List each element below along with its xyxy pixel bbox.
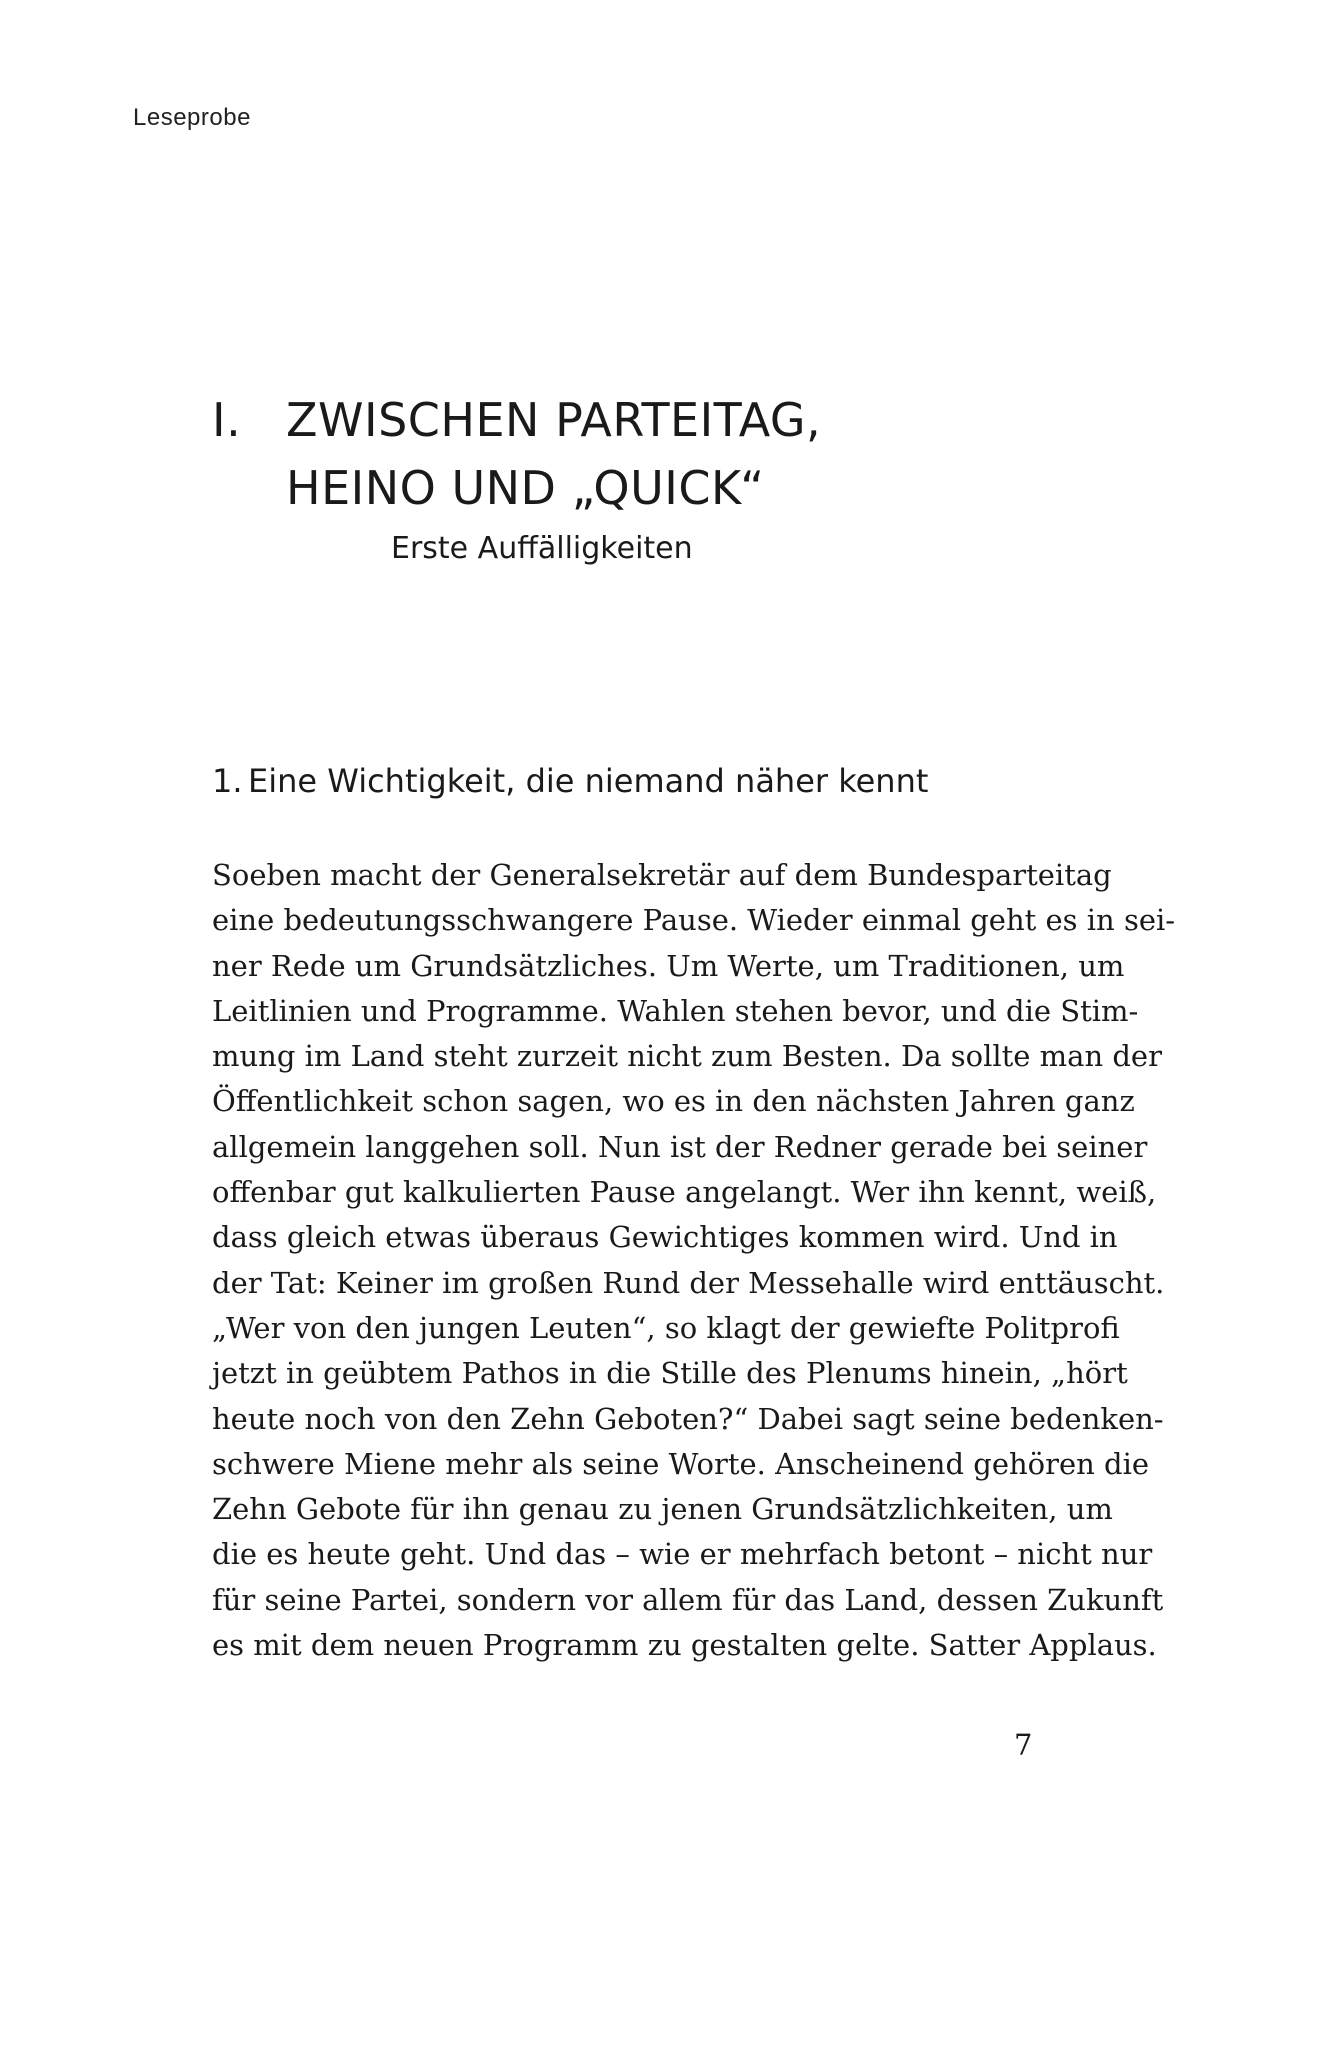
page-header-label: Leseprobe: [133, 104, 251, 131]
body-line: offenbar gut kalkulierten Pause angelangt. Wer ihn kennt, weiß,: [212, 1175, 1157, 1210]
page-number: 7: [1014, 1728, 1033, 1762]
section-heading: [212, 762, 928, 800]
body-line: eine bedeutungsschwangere Pause. Wieder einmal geht es in sei-: [212, 903, 1176, 938]
chapter-title-line: HEINO UND „QUICK“: [286, 461, 765, 515]
body-line: schwere Miene mehr als seine Worte. Anscheinend gehören die: [212, 1446, 1150, 1481]
section-number: 1.: [212, 762, 243, 800]
body-line: heute noch von den Zehn Geboten?“ Dabei sagt seine bedenken-: [212, 1401, 1164, 1436]
body-line: für seine Partei, sondern vor allem für das Land, dessen Zukunft: [212, 1582, 1164, 1617]
body-line: es mit dem neuen Programm zu gestalten gelte. Satter Applaus.: [212, 1628, 1157, 1663]
body-line: ner Rede um Grundsätzliches. Um Werte, um Traditionen, um: [212, 948, 1125, 983]
section-title: Eine Wichtigkeit, die niemand näher kennt: [248, 762, 929, 800]
body-line: jetzt in geübtem Pathos in die Stille des Plenums hinein, „hört: [212, 1356, 1128, 1391]
body-line: „Wer von den jungen Leuten“, so klagt der gewiefte Politprofi: [212, 1310, 1120, 1345]
body-line: mung im Land steht zurzeit nicht zum Besten. Da sollte man der: [212, 1039, 1162, 1074]
body-line: allgemein langgehen soll. Nun ist der Redner gerade bei seiner: [212, 1129, 1148, 1164]
chapter-title: [286, 386, 986, 522]
chapter-title-line: ZWISCHEN PARTEITAG,: [286, 393, 822, 447]
chapter-number: I.: [212, 393, 242, 447]
body-line: Öffentlichkeit schon sagen, wo es in den nächsten Jahren ganz: [212, 1084, 1135, 1119]
body-line: dass gleich etwas überaus Gewichtiges kommen wird. Und in: [212, 1220, 1118, 1255]
body-line: Zehn Gebote für ihn genau zu jenen Grundsätzlichkeiten, um: [212, 1492, 1113, 1527]
body-line: der Tat: Keiner im großen Rund der Messehalle wird enttäuscht.: [212, 1265, 1165, 1300]
body-line: Leitlinien und Programme. Wahlen stehen bevor, und die Stim-: [212, 993, 1139, 1028]
body-line: Soeben macht der Generalsekretär auf dem Bundesparteitag: [212, 858, 1112, 892]
body-paragraph: [212, 853, 1176, 1668]
chapter-subtitle: Erste Auffälligkeiten: [391, 531, 693, 566]
body-line: die es heute geht. Und das – wie er mehrfach betont – nicht nur: [212, 1537, 1153, 1572]
